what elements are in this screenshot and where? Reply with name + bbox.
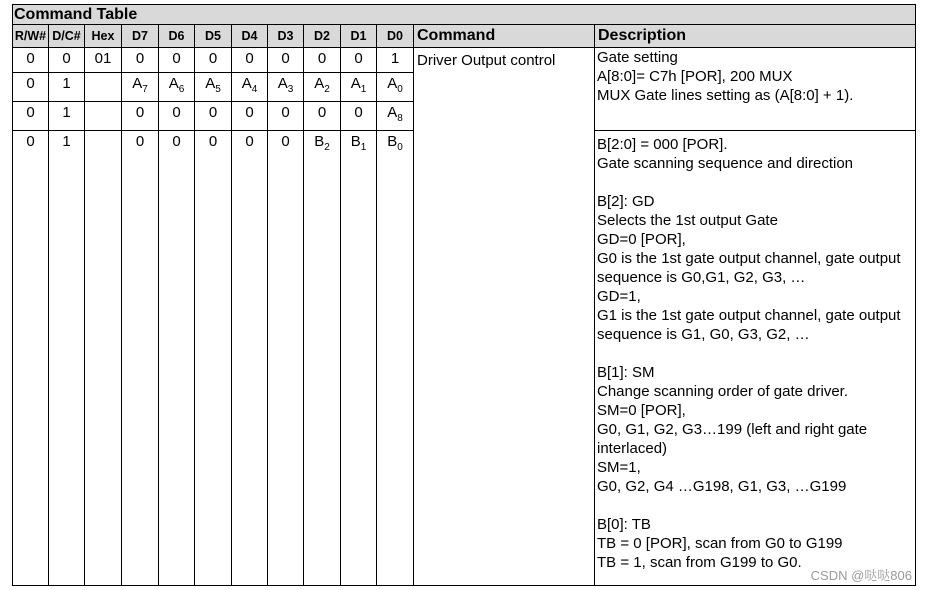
- column-header: D5: [195, 25, 232, 48]
- table-header-row: [13, 25, 916, 48]
- column-header: D7: [122, 25, 159, 48]
- table-cell: 0: [232, 48, 268, 73]
- table-cell: [85, 102, 122, 131]
- table-cell: 0: [13, 131, 49, 586]
- description-line: G0 is the 1st gate output channel, gate output sequence is G0,G1, G2, G3, …: [597, 250, 901, 286]
- description-line: G0, G1, G2, G3…199 (left and right gate interlaced): [597, 421, 868, 457]
- column-header: D/C#: [49, 25, 85, 48]
- table-cell: $B_2$: [304, 131, 341, 586]
- column-header: Hex: [85, 25, 122, 48]
- table-title: Command Table: [13, 5, 916, 25]
- table-cell: $A_8$: [377, 102, 414, 131]
- table-cell: 0: [341, 102, 377, 131]
- table-cell: 0: [49, 48, 85, 73]
- description-line: TB = 1, scan from G199 to G0.: [597, 554, 802, 571]
- table-cell: $A_1$: [341, 73, 377, 102]
- description-line: B[0]: TB: [597, 516, 651, 533]
- description-line: SM=1,: [597, 459, 641, 476]
- table-cell: 0: [13, 102, 49, 131]
- description-line: Selects the 1st output Gate: [597, 212, 778, 229]
- description-line: Gate setting: [597, 49, 678, 66]
- table-cell: $A_7$: [122, 73, 159, 102]
- table-cell: $B_0$: [377, 131, 414, 586]
- column-header: R/W#: [13, 25, 49, 48]
- description-line: GD=0 [POR],: [597, 231, 686, 248]
- table-cell: 0: [195, 48, 232, 73]
- table-cell: $A_5$: [195, 73, 232, 102]
- description-gate-scanning: [595, 131, 916, 586]
- table-cell: 0: [304, 102, 341, 131]
- table-cell: 0: [304, 48, 341, 73]
- description-line: MUX Gate lines setting as (A[8:0] + 1).: [597, 87, 854, 104]
- table-cell: 0: [232, 131, 268, 586]
- description-line: SM=0 [POR],: [597, 402, 686, 419]
- table-cell: 0: [268, 102, 304, 131]
- table-cell: 1: [49, 73, 85, 102]
- column-header: D3: [268, 25, 304, 48]
- table-cell: 0: [122, 131, 159, 586]
- table-cell: $A_4$: [232, 73, 268, 102]
- table-cell: [85, 73, 122, 102]
- column-header: D4: [232, 25, 268, 48]
- column-header: Command: [414, 25, 595, 48]
- table-row: [13, 48, 916, 73]
- table-cell: $A_3$: [268, 73, 304, 102]
- description-line: G1 is the 1st gate output channel, gate output sequence is G1, G0, G3, G2, …: [597, 307, 901, 343]
- description-line: G0, G2, G4 …G198, G1, G3, …G199: [597, 478, 847, 495]
- table-cell: 1: [49, 131, 85, 586]
- column-header: D6: [159, 25, 195, 48]
- description-line: Change scanning order of gate driver.: [597, 383, 848, 400]
- table-cell: 0: [268, 48, 304, 73]
- description-line: [597, 496, 915, 515]
- table-cell: 01: [85, 48, 122, 73]
- table-cell: 0: [159, 131, 195, 586]
- description-line: TB = 0 [POR], scan from G0 to G199: [597, 535, 843, 552]
- column-header: D0: [377, 25, 414, 48]
- description-line: [597, 344, 915, 363]
- watermark: CSDN @哒哒806: [810, 568, 912, 583]
- description-line: [597, 173, 915, 192]
- table-cell: 0: [195, 102, 232, 131]
- column-header: Description: [595, 25, 916, 48]
- column-header: D1: [341, 25, 377, 48]
- table-cell: $A_2$: [304, 73, 341, 102]
- description-line: B[2:0] = 000 [POR].: [597, 136, 728, 153]
- description-line: GD=1,: [597, 288, 641, 305]
- column-header: D2: [304, 25, 341, 48]
- table-cell: 0: [13, 48, 49, 73]
- table-cell: 0: [341, 48, 377, 73]
- table-cell: $A_6$: [159, 73, 195, 102]
- table-cell: 0: [195, 131, 232, 586]
- table-cell: 0: [13, 73, 49, 102]
- table-cell: 0: [122, 48, 159, 73]
- table-cell: 0: [232, 102, 268, 131]
- command-name: Driver Output control: [414, 48, 595, 586]
- description-line: Gate scanning sequence and direction: [597, 155, 854, 172]
- table-cell: 0: [122, 102, 159, 131]
- description-gate-setting: [595, 48, 916, 131]
- table-cell: $B_1$: [341, 131, 377, 586]
- description-line: B[2]: GD: [597, 193, 655, 210]
- table-body: [13, 48, 916, 586]
- table-cell: 0: [268, 131, 304, 586]
- table-cell: [85, 131, 122, 586]
- table-cell: 0: [159, 48, 195, 73]
- table-cell: 1: [49, 102, 85, 131]
- description-line: A[8:0]= C7h [POR], 200 MUX: [597, 68, 793, 85]
- command-table-document: [12, 4, 915, 584]
- table-cell: 0: [159, 102, 195, 131]
- description-line: B[1]: SM: [597, 364, 655, 381]
- table-cell: 1: [377, 48, 414, 73]
- table-cell: $A_0$: [377, 73, 414, 102]
- command-table: [12, 4, 916, 586]
